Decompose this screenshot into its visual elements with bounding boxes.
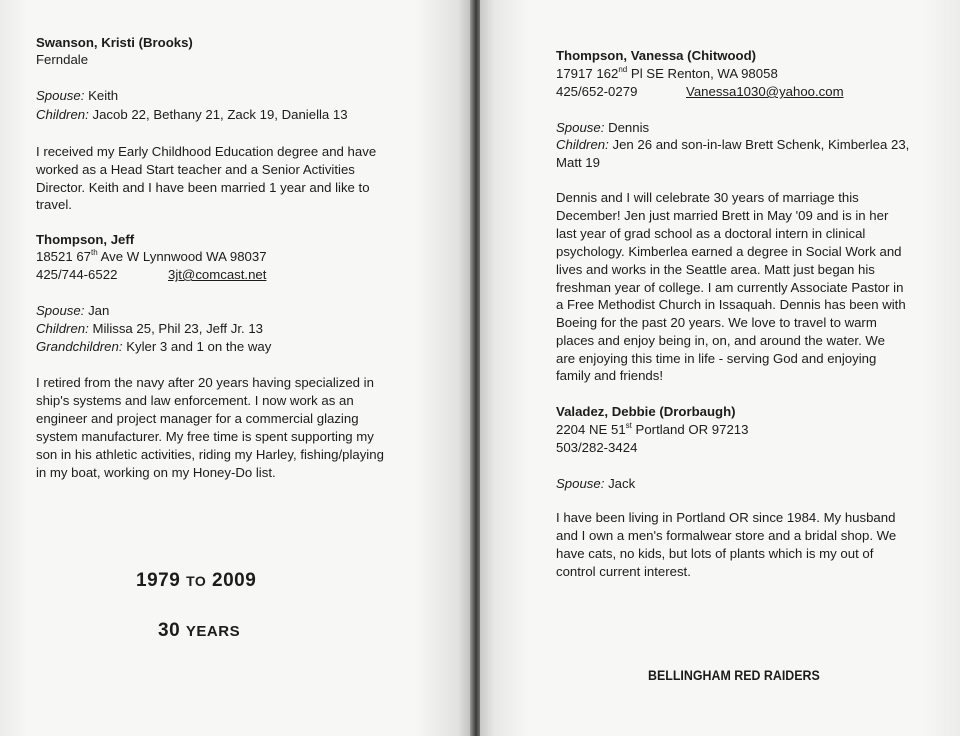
spouse-line: Spouse: Dennis bbox=[556, 120, 650, 135]
entry-address bbox=[556, 65, 778, 83]
entry-name: Thompson, Vanessa (Chitwood) bbox=[556, 48, 757, 63]
entry-phone: 425/652-0279 bbox=[556, 84, 638, 99]
spouse-line: Spouse: Keith bbox=[36, 88, 119, 103]
spouse-label: Spouse bbox=[36, 303, 81, 318]
bio-line: I retired from the navy after 20 years having specialized in bbox=[36, 375, 374, 390]
children-label: Children bbox=[556, 137, 606, 152]
bio-line: family and friends! bbox=[556, 368, 664, 383]
grandchildren-line: Grandchildren: Kyler 3 and 1 on the way bbox=[36, 339, 272, 354]
spouse-value: Jack bbox=[608, 476, 636, 491]
grandchildren-label: Grandchildren bbox=[36, 339, 119, 354]
bio-line: last year of grad school as a doctoral intern in clinical bbox=[556, 226, 866, 241]
address-rest: Ave W Lynnwood WA 98037 bbox=[97, 249, 267, 264]
address-number: 2204 NE 51 bbox=[556, 422, 626, 437]
bio-line: Dennis and I will celebrate 30 years of marriage this bbox=[556, 190, 859, 205]
children-line: Children: Jen 26 and son-in-law Brett Schenk, Kimberlea 23, bbox=[556, 137, 910, 152]
entry-name: Swanson, Kristi (Brooks) bbox=[36, 35, 193, 50]
entry-name: Valadez, Debbie (Drorbaugh) bbox=[556, 404, 736, 419]
address-number: 17917 162 bbox=[556, 66, 619, 81]
address-suffix: th bbox=[91, 247, 98, 257]
bio-line: system manufacturer. My free time is spent supporting my bbox=[36, 429, 374, 444]
year-to-word: TO bbox=[186, 573, 207, 589]
spouse-label: Spouse bbox=[556, 476, 601, 491]
children-label: Children bbox=[36, 321, 86, 336]
spouse-line: Spouse: Jack bbox=[556, 476, 636, 491]
bio-line: and I own a men's formalwear store and a bridal shop. We bbox=[556, 528, 897, 543]
address-suffix: st bbox=[625, 420, 632, 430]
entry-phone: 503/282-3424 bbox=[556, 440, 638, 455]
entry-city: Ferndale bbox=[36, 52, 89, 67]
entry-address bbox=[36, 248, 267, 266]
children-line: Children: Jacob 22, Bethany 21, Zack 19, Daniella 13 bbox=[36, 107, 348, 122]
entry-email-link[interactable]: 3jt@comcast.net bbox=[168, 267, 267, 282]
years-word: YEARS bbox=[185, 623, 241, 640]
bio-line: worked as a Head Start teacher and a Senior Activities bbox=[36, 162, 355, 177]
bio-line: psychology. Kimberlea earned a degree in Social Work and bbox=[556, 244, 902, 259]
children-value: Milissa 25, Phil 23, Jeff Jr. 13 bbox=[92, 321, 264, 336]
spouse-label: Spouse bbox=[36, 88, 81, 103]
grandchildren-value: Kyler 3 and 1 on the way bbox=[126, 339, 272, 354]
bio-line: December! Jen just married Brett in May '09 and is in her bbox=[556, 208, 889, 223]
children-value: Jen 26 and son-in-law Brett Schenk, Kimberlea 23, bbox=[612, 137, 910, 152]
bio-line: I have been living in Portland OR since 1984. My husband bbox=[556, 510, 896, 525]
bio-line: I received my Early Childhood Education degree and have bbox=[36, 144, 377, 159]
footer-team-name: BELLINGHAM RED RAIDERS bbox=[648, 668, 820, 683]
bio-line: ship's systems and law enforcement. I now work as an bbox=[36, 393, 354, 408]
entry-phone: 425/744-6522 bbox=[36, 267, 118, 282]
anniversary-count-title bbox=[158, 620, 240, 642]
bio-line: control current interest. bbox=[556, 564, 691, 579]
anniversary-years-title bbox=[136, 570, 256, 592]
entry-address bbox=[556, 421, 748, 439]
spouse-value: Jan bbox=[88, 303, 110, 318]
address-rest: Portland OR 97213 bbox=[631, 422, 749, 437]
year-to: 2009 bbox=[212, 570, 257, 591]
bio-line: freshman year of college. I am currently Associate Pastor in bbox=[556, 280, 904, 295]
entry-name: Thompson, Jeff bbox=[36, 232, 135, 247]
bio-line: travel. bbox=[36, 197, 72, 212]
bio-line: Boeing for the past 20 years. We love to travel to warm bbox=[556, 315, 877, 330]
address-number: 18521 67 bbox=[36, 249, 92, 264]
years-count: 30 bbox=[158, 620, 181, 641]
children-line-continued: Matt 19 bbox=[556, 155, 600, 170]
children-line: Children: Milissa 25, Phil 23, Jeff Jr. 13 bbox=[36, 321, 264, 336]
children-label: Children bbox=[36, 107, 86, 122]
children-value: Jacob 22, Bethany 21, Zack 19, Daniella 13 bbox=[92, 107, 348, 122]
spouse-line: Spouse: Jan bbox=[36, 303, 110, 318]
bio-line: are enjoying this time in life - serving God and enjoying bbox=[556, 351, 877, 366]
address-suffix: nd bbox=[618, 64, 628, 74]
spouse-label: Spouse bbox=[556, 120, 601, 135]
bio-line: places and enjoy being in, on, and around the water. We bbox=[556, 333, 885, 348]
address-rest: Pl SE Renton, WA 98058 bbox=[627, 66, 778, 81]
right-page bbox=[480, 0, 960, 736]
spouse-value: Keith bbox=[88, 88, 119, 103]
bio-line: Director. Keith and I have been married 1 year and like to bbox=[36, 180, 370, 195]
spouse-value: Dennis bbox=[608, 120, 650, 135]
entry-email-link[interactable]: Vanessa1030@yahoo.com bbox=[686, 84, 844, 99]
bio-line: a Free Methodist Church in Issaquah. Dennis has been with bbox=[556, 297, 906, 312]
bio-line: son in his athletic activities, riding my Harley, fishing/playing bbox=[36, 447, 384, 462]
year-from: 1979 bbox=[136, 570, 181, 591]
bio-line: lives and works in the Seattle area. Matt just began his bbox=[556, 262, 875, 277]
bio-line: engineer and project manager for a commercial glazing bbox=[36, 411, 359, 426]
left-page bbox=[0, 0, 472, 736]
bio-line: have cats, no kids, but lots of plants which is my out of bbox=[556, 546, 874, 561]
bio-line: in my boat, working on my Honey-Do list. bbox=[36, 465, 276, 480]
